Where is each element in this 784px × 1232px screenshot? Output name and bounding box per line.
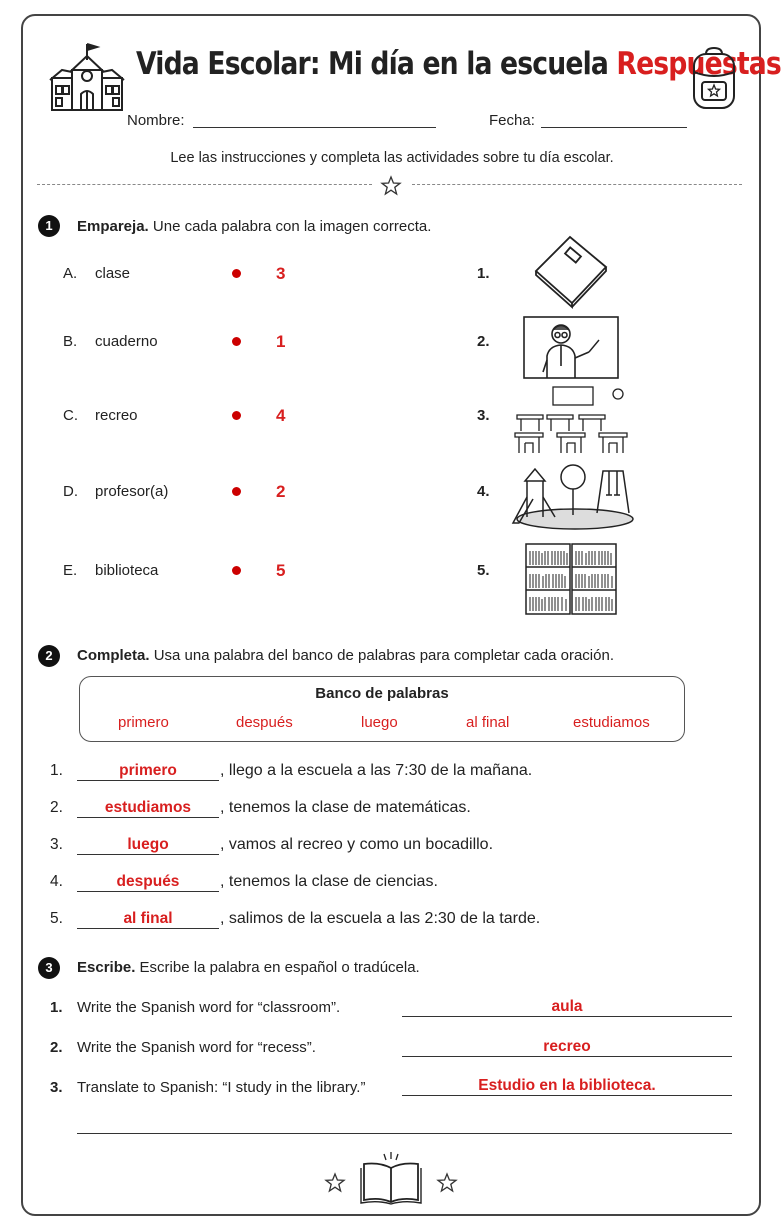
date-label: Fecha: — [489, 112, 535, 129]
playground-icon — [511, 461, 633, 531]
match-word: recreo — [95, 407, 138, 424]
match-letter: D. — [63, 483, 78, 500]
section-1-heading: Empareja. Une cada palabra con la imagen correcta. — [77, 218, 432, 235]
sentence-text: , llego a la escuela a las 7:30 de la mañana. — [220, 762, 533, 779]
word-bank — [79, 676, 685, 742]
bank-word: primero — [118, 714, 169, 731]
bank-word: estudiamos — [573, 714, 650, 731]
match-answer: 2 — [276, 482, 286, 501]
question-text: Write the Spanish word for “classroom”. — [77, 999, 341, 1016]
sentence-text: , tenemos la clase de matemáticas. — [220, 799, 471, 816]
date-field[interactable] — [541, 127, 687, 128]
sentence-number: 2. — [50, 799, 63, 816]
star-icon — [437, 1173, 457, 1192]
page-title: Vida Escolar: Mi día en la escuela Respuestas — [136, 46, 781, 82]
sentence-blank[interactable]: al final — [77, 910, 219, 929]
section-3-heading: Escribe. Escribe la palabra en español o tradúcela. — [77, 959, 420, 976]
bank-word: al final — [466, 714, 510, 731]
sentence-number: 3. — [50, 836, 63, 853]
classroom-icon — [513, 385, 629, 455]
picture-number: 2. — [477, 333, 490, 350]
sentence-text: , salimos de la escuela a las 2:30 de la tarde. — [220, 910, 541, 927]
match-letter: B. — [63, 333, 78, 350]
question-number: 3. — [50, 1079, 63, 1096]
answer-line[interactable]: recreo — [402, 1038, 732, 1057]
notebook-icon — [532, 233, 608, 309]
extra-writing-line[interactable] — [77, 1133, 732, 1134]
open-book-icon — [360, 1152, 422, 1204]
match-dot[interactable] — [232, 487, 241, 496]
section-number: 1 — [38, 215, 60, 237]
word-bank-title: Banco de palabras — [315, 685, 449, 702]
question-number: 1. — [50, 999, 63, 1016]
match-letter: A. — [63, 265, 78, 282]
backpack-icon — [688, 46, 740, 110]
match-dot[interactable] — [232, 566, 241, 575]
sentence-text: , tenemos la clase de ciencias. — [220, 873, 438, 890]
sentence-text: , vamos al recreo y como un bocadillo. — [220, 836, 494, 853]
divider-left — [37, 184, 372, 185]
divider-right — [412, 184, 742, 185]
answer-line[interactable]: aula — [402, 998, 732, 1017]
answers-tag: Respuestas — [616, 46, 781, 82]
match-word: biblioteca — [95, 562, 159, 579]
sentence-blank[interactable]: primero — [77, 762, 219, 781]
match-dot[interactable] — [232, 411, 241, 420]
match-answer: 1 — [276, 332, 286, 351]
match-word: clase — [95, 265, 131, 282]
match-word: cuaderno — [95, 333, 158, 350]
match-answer: 5 — [276, 561, 286, 580]
match-answer: 4 — [276, 406, 286, 425]
sentence-number: 1. — [50, 762, 63, 779]
name-field[interactable] — [193, 127, 436, 128]
match-letter: C. — [63, 407, 78, 424]
school-building-icon — [50, 42, 124, 112]
match-letter: E. — [63, 562, 78, 579]
star-icon — [381, 176, 401, 195]
sentence-blank[interactable]: estudiamos — [77, 799, 219, 818]
section-2-heading: Completa. Usa una palabra del banco de palabras para completar cada oración. — [77, 647, 614, 664]
section-number: 2 — [38, 645, 60, 667]
section-number: 3 — [38, 957, 60, 979]
name-label: Nombre: — [127, 112, 185, 129]
match-dot[interactable] — [232, 269, 241, 278]
match-answer: 3 — [276, 264, 286, 283]
sentence-blank[interactable]: después — [77, 873, 219, 892]
picture-number: 3. — [477, 407, 490, 424]
bank-word: luego — [361, 714, 398, 731]
star-icon — [325, 1173, 345, 1192]
picture-number: 4. — [477, 483, 490, 500]
bank-word: después — [236, 714, 293, 731]
picture-number: 5. — [477, 562, 490, 579]
question-text: Translate to Spanish: “I study in the library.” — [77, 1079, 366, 1096]
sentence-blank[interactable]: luego — [77, 836, 219, 855]
answer-line[interactable]: Estudio en la biblioteca. — [402, 1077, 732, 1096]
instructions-text: Lee las instrucciones y completa las actividades sobre tu día escolar. — [170, 150, 614, 166]
sentence-number: 5. — [50, 910, 63, 927]
match-word: profesor(a) — [95, 483, 169, 500]
picture-number: 1. — [477, 265, 490, 282]
match-dot[interactable] — [232, 337, 241, 346]
bookshelf-icon — [525, 543, 617, 615]
question-text: Write the Spanish word for “recess”. — [77, 1039, 316, 1056]
question-number: 2. — [50, 1039, 63, 1056]
teacher-icon — [523, 316, 619, 379]
sentence-number: 4. — [50, 873, 63, 890]
